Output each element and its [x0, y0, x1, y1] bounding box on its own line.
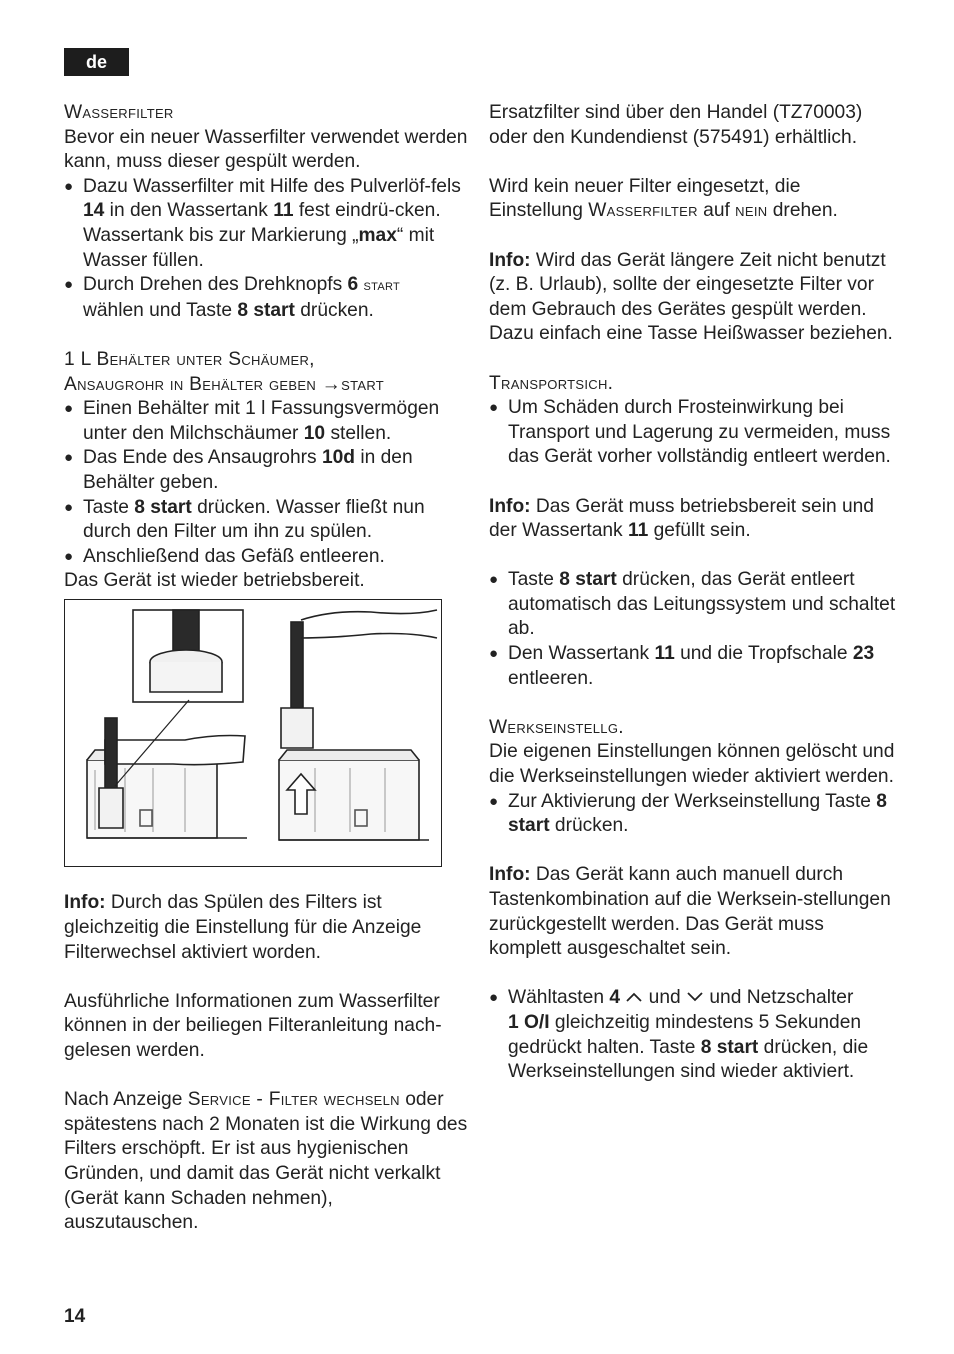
text: und Netzschalter	[704, 987, 854, 1009]
text: wählen und Taste	[83, 299, 238, 321]
text: in den Behälter geben.	[83, 447, 413, 493]
list-item	[489, 568, 899, 642]
text: drücken. Wasser fließt nun durch den Filter um ihn zu spülen.	[83, 496, 425, 543]
info-label: Info:	[489, 864, 531, 886]
info-filter-change	[64, 891, 469, 965]
more-info-text: Ausführliche Informationen zum Wasserfilter können in der beiliegen Filteranleitung nach-gelesen werden.	[64, 990, 442, 1062]
info-long-absence	[489, 249, 899, 347]
text: und	[643, 987, 687, 1009]
text: Wird das Gerät längere Zeit nicht benutzt (z. B. Urlaub), sollte der eingesetzte Filter vor dem Gebrauch des Gerätes gespült werden. Dazu einfach eine Tasse Heißwasser beziehen.	[489, 249, 893, 345]
heading-factory: Werkseinstellg.	[489, 716, 624, 738]
ref-number: max	[358, 224, 397, 246]
list-item	[64, 446, 469, 495]
rinse-steps	[64, 397, 469, 569]
text: Einen Behälter mit 1 l Fassungsvermögen unter den Milchschäumer	[83, 398, 440, 444]
setting-name: start	[363, 277, 401, 295]
text: “ mit Wasser füllen.	[83, 224, 435, 271]
ready-text: Das Gerät ist wieder betriebsbereit.	[64, 570, 365, 592]
list-item: ● Um Schäden durch Frosteinwirkung bei Transport und Lagerung zu vermeiden, muss das Gerät vorher vollständig entleert werden.	[489, 396, 899, 470]
text: drücken, die Werkseinstellungen sind wieder aktiviert.	[508, 1036, 869, 1083]
setting-name: Wasserfilter	[588, 200, 698, 222]
chevron-up-icon	[625, 987, 643, 1008]
factory-text: Die eigenen Einstellungen können gelöscht und die Werkseinstellungen wieder aktiviert werden.	[489, 741, 895, 788]
text: drücken.	[549, 815, 629, 837]
text: Das Ende des Ansaugrohrs	[83, 447, 322, 469]
no-filter-text	[489, 175, 899, 224]
text: Taste	[83, 496, 135, 518]
transport-steps	[489, 396, 899, 470]
right-column	[489, 101, 899, 1085]
ref-number: 14	[83, 200, 105, 222]
text: Das Gerät muss betriebsbereit sein und der Wassertank	[489, 495, 874, 542]
ref-number: 10d	[321, 447, 356, 469]
text: Den Wassertank	[508, 643, 655, 665]
chevron-down-icon	[686, 987, 704, 1008]
list-item	[489, 642, 899, 691]
text: in den Wassertank	[104, 200, 274, 222]
text: Durch das Spülen des Filters ist gleichzeitig die Einstellung für die Anzeige Filterwechsel aktiviert worden.	[64, 892, 422, 963]
text: Das Gerät kann auch manuell durch Tastenkombination auf die Werksein-stellungen zurückgestellt werden. Das Gerät muss komplett ausgeschaltet sein.	[489, 864, 891, 960]
ref-number: 8 start	[559, 569, 617, 591]
ref-number: 8 start	[237, 299, 295, 321]
text: Nach Anzeige	[64, 1089, 188, 1111]
filter-illustration	[64, 599, 442, 867]
ref-number: 11	[627, 520, 649, 542]
info-label: Info:	[489, 495, 531, 517]
display-message: Service - Filter wechseln	[187, 1089, 400, 1111]
list-item: ● Anschließend das Gefäß entleeren.	[64, 545, 469, 570]
page-number: 14	[64, 1306, 86, 1327]
heading-container: 1 L Behälter unter Schäumer,	[64, 348, 315, 370]
list-item	[489, 986, 899, 1084]
setting-value: nein	[735, 200, 768, 222]
text: gleichzeitig mindestens 5 Sekunden gedrückt halten. Taste	[508, 1011, 862, 1058]
ref-number: 6	[347, 274, 359, 296]
list-item	[64, 397, 469, 446]
replace-filter-text	[64, 1088, 469, 1236]
list-item	[64, 175, 469, 273]
ref-number: 8 start	[700, 1036, 759, 1058]
info-manual-reset	[489, 863, 899, 961]
ref-number: 8 start	[134, 496, 192, 518]
ref-number: 11	[654, 643, 675, 665]
ref-number: 10	[303, 422, 326, 444]
heading-transport: Transportsich.	[489, 372, 614, 394]
text: drehen.	[767, 200, 838, 222]
text: drücken.	[294, 299, 374, 321]
text: Durch Drehen des Drehknopfs	[83, 274, 348, 296]
replacement-filter-text: Ersatzfilter sind über den Handel (TZ70003) oder den Kundendienst (575491) erhältlich.	[489, 102, 863, 148]
text: drücken, das Gerät entleert automatisch das Leitungssystem und schaltet ab.	[508, 569, 896, 640]
ref-number: 1 O/I	[508, 1011, 550, 1033]
factory-steps	[489, 790, 899, 839]
info-label: Info:	[489, 249, 531, 271]
text: gefüllt sein.	[648, 520, 751, 542]
drain-steps	[489, 568, 899, 691]
text: Dazu Wasserfilter mit Hilfe des Pulverlöf-fels	[83, 175, 461, 197]
heading-container-2: Ansaugrohr in Behälter geben →start	[64, 373, 385, 395]
ref-number: 8 start	[508, 790, 887, 837]
wf-steps	[64, 175, 469, 324]
info-label: Info:	[64, 892, 106, 914]
heading-wasserfilter: Wasserfilter	[64, 102, 174, 123]
text: und die Tropfschale	[674, 643, 853, 665]
text: Zur Aktivierung der Werkseinstellung Taste	[508, 790, 877, 812]
text: fest eindrü-cken. Wassertank bis zur Markierung „	[83, 200, 441, 246]
text: Wird kein neuer Filter eingesetzt, die Einstellung	[489, 175, 801, 222]
text: Wähltasten	[508, 987, 610, 1009]
reset-steps	[489, 986, 899, 1084]
list-item	[64, 496, 469, 545]
text: stellen.	[325, 422, 392, 444]
text: oder spätestens nach 2 Monaten ist die Wirkung des Filters erschöpft. Er ist aus hygienischen Gründen, und damit das Gerät nicht verkalkt (Gerät kann Schaden nehmen), auszutauschen.	[64, 1089, 468, 1234]
left-column	[64, 101, 469, 1236]
list-item	[489, 790, 899, 839]
text: entleeren.	[508, 667, 594, 689]
info-ready	[489, 495, 899, 544]
ref-number: 11	[273, 200, 294, 222]
text: auf	[697, 200, 736, 222]
ref-number: 23	[852, 643, 875, 665]
language-badge: de	[64, 48, 129, 76]
text: Taste	[508, 569, 560, 591]
ref-number: 4	[609, 987, 620, 1009]
wf-intro: Bevor ein neuer Wasserfilter verwendet werden kann, muss dieser gespült werden.	[64, 126, 468, 173]
list-item	[64, 273, 469, 323]
